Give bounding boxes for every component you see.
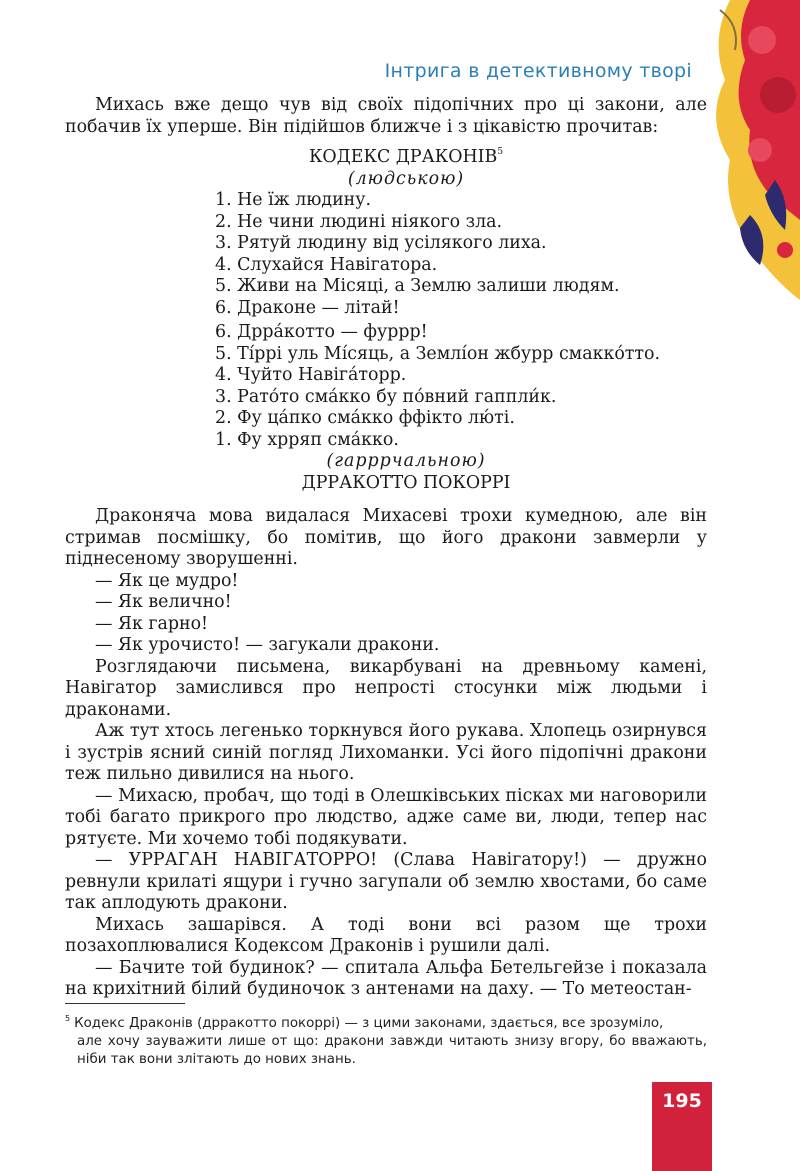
codex-footnote-marker[interactable]: 5 — [497, 147, 504, 157]
dialogue-line: — Як це мудро! — [95, 570, 239, 591]
footnote — [65, 1010, 707, 1069]
paragraph: Михась зашарівся. А тоді вони всі разом ще трохи позахоплювалися Кодексом Драконів і рушили далі. — [65, 914, 707, 956]
rule-item: 5. Ті́ррі уль Мі́сяць, а Землі́он жбурр смакко́тто. — [215, 343, 661, 364]
dialogue-line: — Як урочисто! — загукали дракони. — [95, 635, 440, 655]
codex-subtitle-human: (людською) — [347, 168, 465, 189]
rule-item: 2. Не чини людині ніякого зла. — [215, 211, 503, 232]
rule-item: 3. Рятуй людину від усілякого лиха. — [215, 233, 547, 253]
rules-dragon-list — [65, 322, 707, 451]
rule-item: 4. Слухайся Навігатора. — [215, 254, 438, 275]
page-number: 195 — [662, 1090, 702, 1112]
codex-title-dragon: ДРРАКОТТО ПОКОРРІ — [301, 472, 511, 493]
rule-item: 6. Дрра́котто — фуррр! — [215, 322, 428, 342]
intro-paragraph: Михась вже дещо чув від своїх підопічних про ці закони, але побачив їх уперше. Він підійшов ближче і з цікавістю прочитав: — [65, 95, 707, 137]
paragraph: Драконяча мова видалася Михасеві трохи кумедною, але він стримав посмішку, бо помітив, що його дракони завмерли у піднесеному зворушенні. — [65, 506, 707, 569]
paragraph: Аж тут хтось легенько торкнувся його рукава. Хлопець озирнувся і зустрів ясний синій погляд Лихоманки. Усі його підопічні дракони теж пильно дивилися на нього. — [65, 721, 707, 784]
codex-subtitle-dragon: (гарррчальною) — [326, 451, 486, 471]
paragraph: Розглядаючи письмена, викарбувані на древньому камені, Навігатор замислився про непрості стосунки між людьми і драконами. — [65, 656, 707, 720]
footnote-divider — [65, 1003, 185, 1004]
rule-item: 3. Рато́то сма́кко бу по́вний гаппли́к. — [215, 386, 557, 407]
rules-human-list — [65, 190, 707, 319]
paragraph: — УРРАГАН НАВІГАТОРРО! (Слава Навігатору!) — дружно ревнули крилаті ящури і гучно загупали об землю хвостами, бо саме так аплодують дракони. — [65, 850, 707, 913]
footnote-number: 5 — [65, 1014, 71, 1023]
codex-title-text: КОДЕКС ДРАКОНІВ — [308, 147, 498, 167]
rule-item: 1. Не їж людину. — [215, 190, 372, 210]
dialogue-line: — Як велично! — [95, 592, 232, 612]
main-text — [65, 95, 707, 1001]
dialogue-line: — Як гарно! — [95, 613, 209, 634]
footnote-line-2: але хочу зауважити лише от що: дракони завжди читають знизу вгору, бо вважають, ніби так вони злітають до нових знань. — [77, 1034, 707, 1067]
codex-title — [65, 142, 707, 169]
running-title: Інтрига в детективному творі — [384, 60, 692, 82]
rule-item: 6. Драконе — літай! — [215, 297, 400, 318]
rule-item: 5. Живи на Місяці, а Землю залиши людям. — [215, 276, 620, 296]
rule-item: 2. Фу ца́пко сма́кко ффікто лю́ті. — [215, 408, 515, 428]
rule-item: 1. Фу хрряп сма́кко. — [215, 429, 399, 450]
rule-item: 4. Чуйто Навіга́торр. — [215, 365, 407, 385]
paragraph: — Михасю, пробач, що тоді в Олешківських пісках ми наговорили тобі багато прикрого про людство, адже саме ви, люди, тепер нас рятуєте. Ми хочемо тобі подякувати. — [65, 785, 707, 849]
footnote-line-1: Кодекс Драконів (дрракотто покоррі) — з цими законами, здається, все зрозуміло, — [74, 1016, 664, 1031]
paragraph: — Бачите той будинок? — спитала Альфа Бетельгейзе і показала на крихітний білий будиночок з антенами на даху. — То метеостан- — [65, 957, 707, 999]
